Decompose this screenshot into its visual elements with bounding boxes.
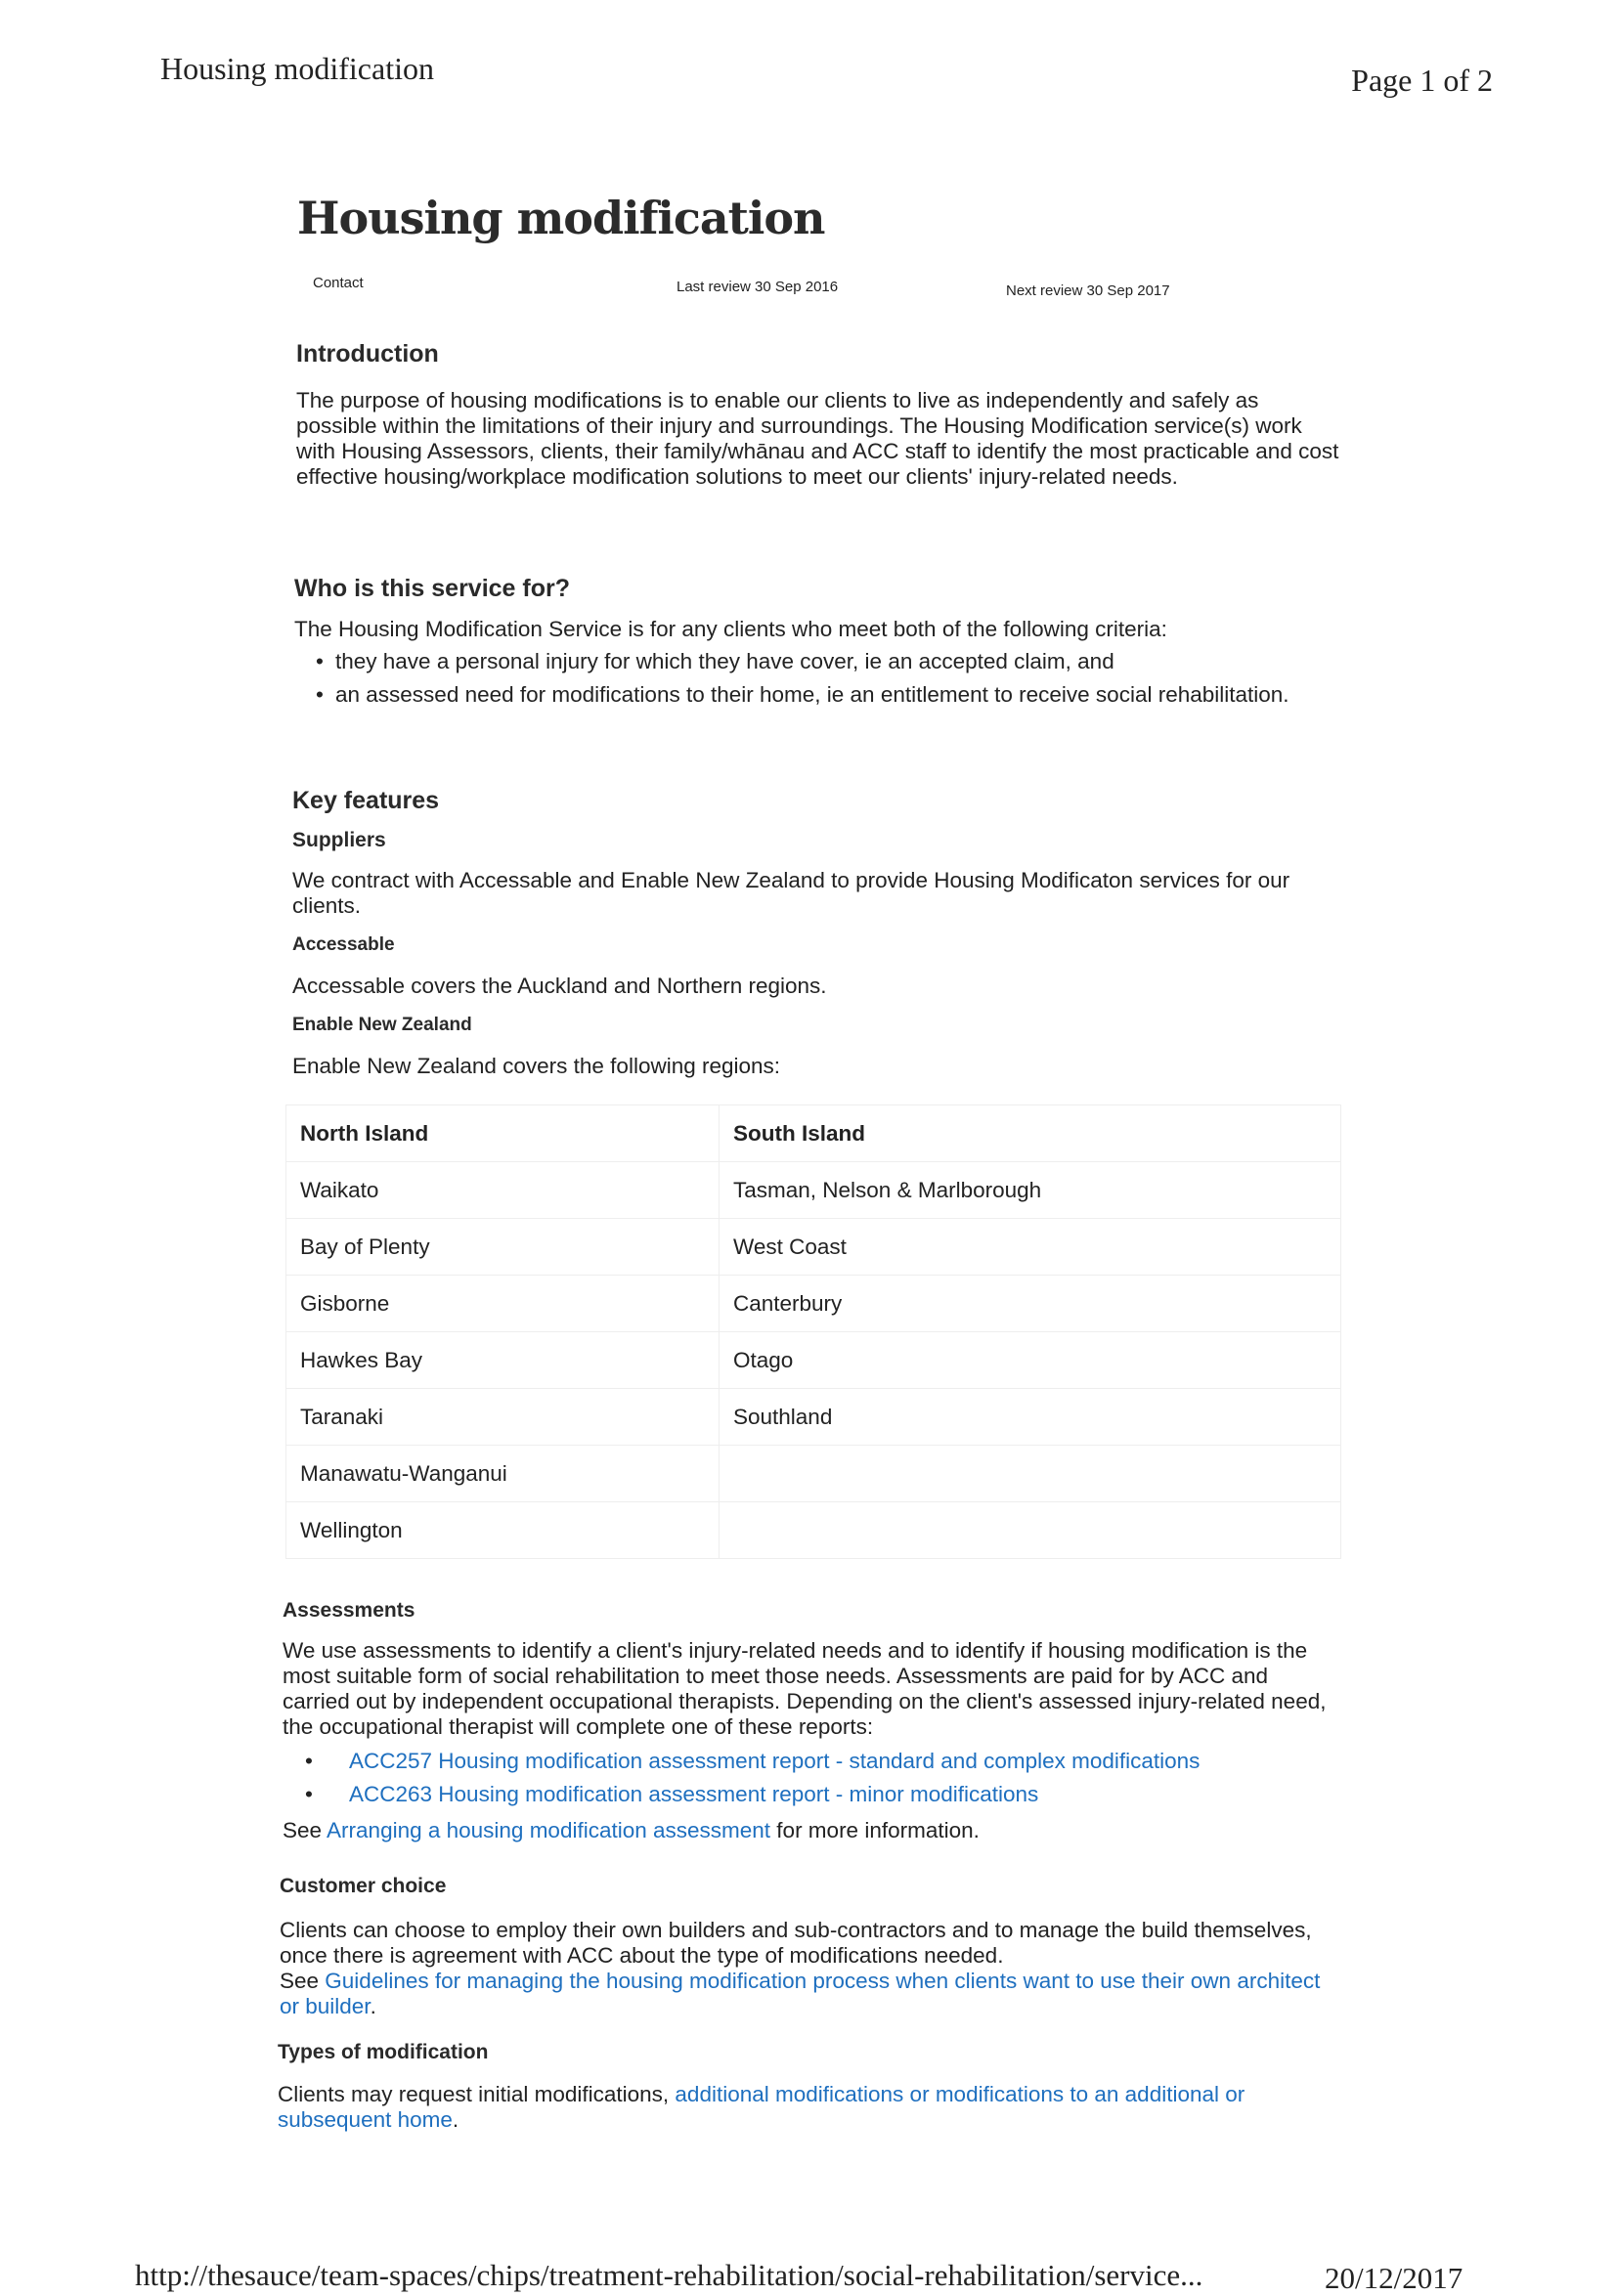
criteria-list	[316, 649, 1342, 707]
table-row	[286, 1276, 1341, 1332]
customer-choice-text: Clients can choose to employ their own builders and sub-contractors and to manage the build themselves, once there is agreement with ACC about the type of modifications needed.	[280, 1918, 1312, 1968]
see-suffix: for more information.	[770, 1818, 980, 1842]
list-item	[305, 1782, 1338, 1806]
table-cell: Bay of Plenty	[286, 1219, 720, 1276]
table-cell: Manawatu-Wanganui	[286, 1446, 720, 1502]
list-item-text: an assessed need for modifications to their home, ie an entitlement to receive social rehabilitation.	[335, 682, 1289, 707]
accessable-text: Accessable covers the Auckland and Northern regions.	[292, 974, 827, 998]
introduction-text: The purpose of housing modifications is to enable our clients to live as independently and safely as possible within the limitations of their injury and surroundings. The Housing Modification service(s) work with Housing Assessors, clients, their family/whānau and ACC staff to identify the most practicable and cost effective housing/workplace modification solutions to meet our clients' injury-related needs.	[296, 388, 1339, 489]
table-cell: Southland	[720, 1389, 1341, 1446]
bullet-icon: •	[316, 682, 324, 707]
table-cell: Canterbury	[720, 1276, 1341, 1332]
bullet-icon: •	[305, 1749, 313, 1773]
types-prefix: Clients may request initial modifications,	[278, 2082, 676, 2106]
enable-text: Enable New Zealand covers the following regions:	[292, 1054, 781, 1078]
additional-modifications-link[interactable]: additional modifications or modifications to an additional or subsequent home	[278, 2082, 1245, 2132]
table-cell	[720, 1446, 1341, 1502]
print-header-title: Housing modification	[160, 51, 434, 86]
table-cell: Waikato	[286, 1162, 720, 1219]
table-row	[286, 1162, 1341, 1219]
table-row	[286, 1389, 1341, 1446]
table-cell: Tasman, Nelson & Marlborough	[720, 1162, 1341, 1219]
assessments-text: We use assessments to identify a client's injury-related needs and to identify if housing modification is the most suitable form of social rehabilitation to meet those needs. Assessments are paid for by ACC and carried out by independent occupational therapists. Depending on the client's assessed injury-related need, the occupational therapist will complete one of these reports:	[283, 1638, 1327, 1739]
types-suffix: .	[452, 2107, 459, 2132]
customer-choice-heading: Customer choice	[280, 1875, 447, 1897]
assessments-heading: Assessments	[283, 1599, 415, 1622]
types-heading: Types of modification	[278, 2041, 489, 2063]
table-cell: Wellington	[286, 1502, 720, 1559]
who-section	[294, 575, 1342, 707]
regions-table	[285, 1105, 1341, 1559]
list-item-text: they have a personal injury for which they have cover, ie an accepted claim, and	[335, 649, 1114, 673]
acc257-link[interactable]: ACC257 Housing modification assessment report - standard and complex modifications	[349, 1749, 1201, 1773]
assessments-section	[283, 1599, 1338, 1843]
column-header-north: North Island	[286, 1105, 720, 1162]
types-text	[278, 2082, 1333, 2133]
page-number: Page 1 of 2	[1351, 63, 1493, 98]
table-header-row	[286, 1105, 1341, 1162]
list-item	[316, 682, 1342, 707]
suppliers-text: We contract with Accessable and Enable New Zealand to provide Housing Modificaton services for our clients.	[292, 868, 1290, 918]
table-row	[286, 1332, 1341, 1389]
guidelines-link[interactable]: Guidelines for managing the housing modification process when clients want to use their own architect or builder	[280, 1969, 1321, 2018]
list-item	[316, 649, 1342, 673]
suppliers-heading: Suppliers	[292, 829, 386, 851]
introduction-heading: Introduction	[296, 340, 439, 368]
see-suffix: .	[370, 1994, 376, 2018]
who-text: The Housing Modification Service is for any clients who meet both of the following criteria:	[294, 617, 1167, 641]
enable-heading: Enable New Zealand	[292, 1015, 472, 1035]
next-review: Next review 30 Sep 2017	[1006, 282, 1170, 299]
table-cell: West Coast	[720, 1219, 1341, 1276]
footer-date: 20/12/2017	[1325, 2261, 1463, 2295]
customer-choice-see	[280, 1969, 1335, 2019]
table-row	[286, 1219, 1341, 1276]
table-cell	[720, 1502, 1341, 1559]
assessments-see	[283, 1818, 1338, 1843]
introduction-section	[296, 340, 1344, 490]
key-features-heading: Key features	[292, 787, 440, 814]
list-item	[305, 1749, 1338, 1773]
table-cell: Hawkes Bay	[286, 1332, 720, 1389]
accessable-heading: Accessable	[292, 934, 395, 955]
page-title: Housing modification	[297, 192, 825, 244]
table-cell: Gisborne	[286, 1276, 720, 1332]
see-prefix: See	[280, 1969, 326, 1993]
types-section	[278, 2041, 1333, 2133]
key-features-section	[292, 787, 1340, 1079]
bullet-icon: •	[305, 1782, 313, 1806]
last-review: Last review 30 Sep 2016	[677, 279, 839, 295]
table-cell: Otago	[720, 1332, 1341, 1389]
bullet-icon: •	[316, 649, 324, 673]
column-header-south: South Island	[720, 1105, 1341, 1162]
who-heading: Who is this service for?	[294, 575, 571, 602]
table-cell: Taranaki	[286, 1389, 720, 1446]
acc263-link[interactable]: ACC263 Housing modification assessment report - minor modifications	[349, 1782, 1039, 1806]
arranging-assessment-link[interactable]: Arranging a housing modification assessment	[327, 1818, 771, 1842]
report-links	[305, 1749, 1338, 1806]
customer-choice-section	[280, 1875, 1335, 2019]
see-prefix: See	[283, 1818, 328, 1842]
contact-link[interactable]: Contact	[313, 275, 364, 291]
table-row	[286, 1502, 1341, 1559]
footer-url: http://thesauce/team-spaces/chips/treatment-rehabilitation/social-rehabilitation/service...	[135, 2258, 1203, 2292]
table-row	[286, 1446, 1341, 1502]
